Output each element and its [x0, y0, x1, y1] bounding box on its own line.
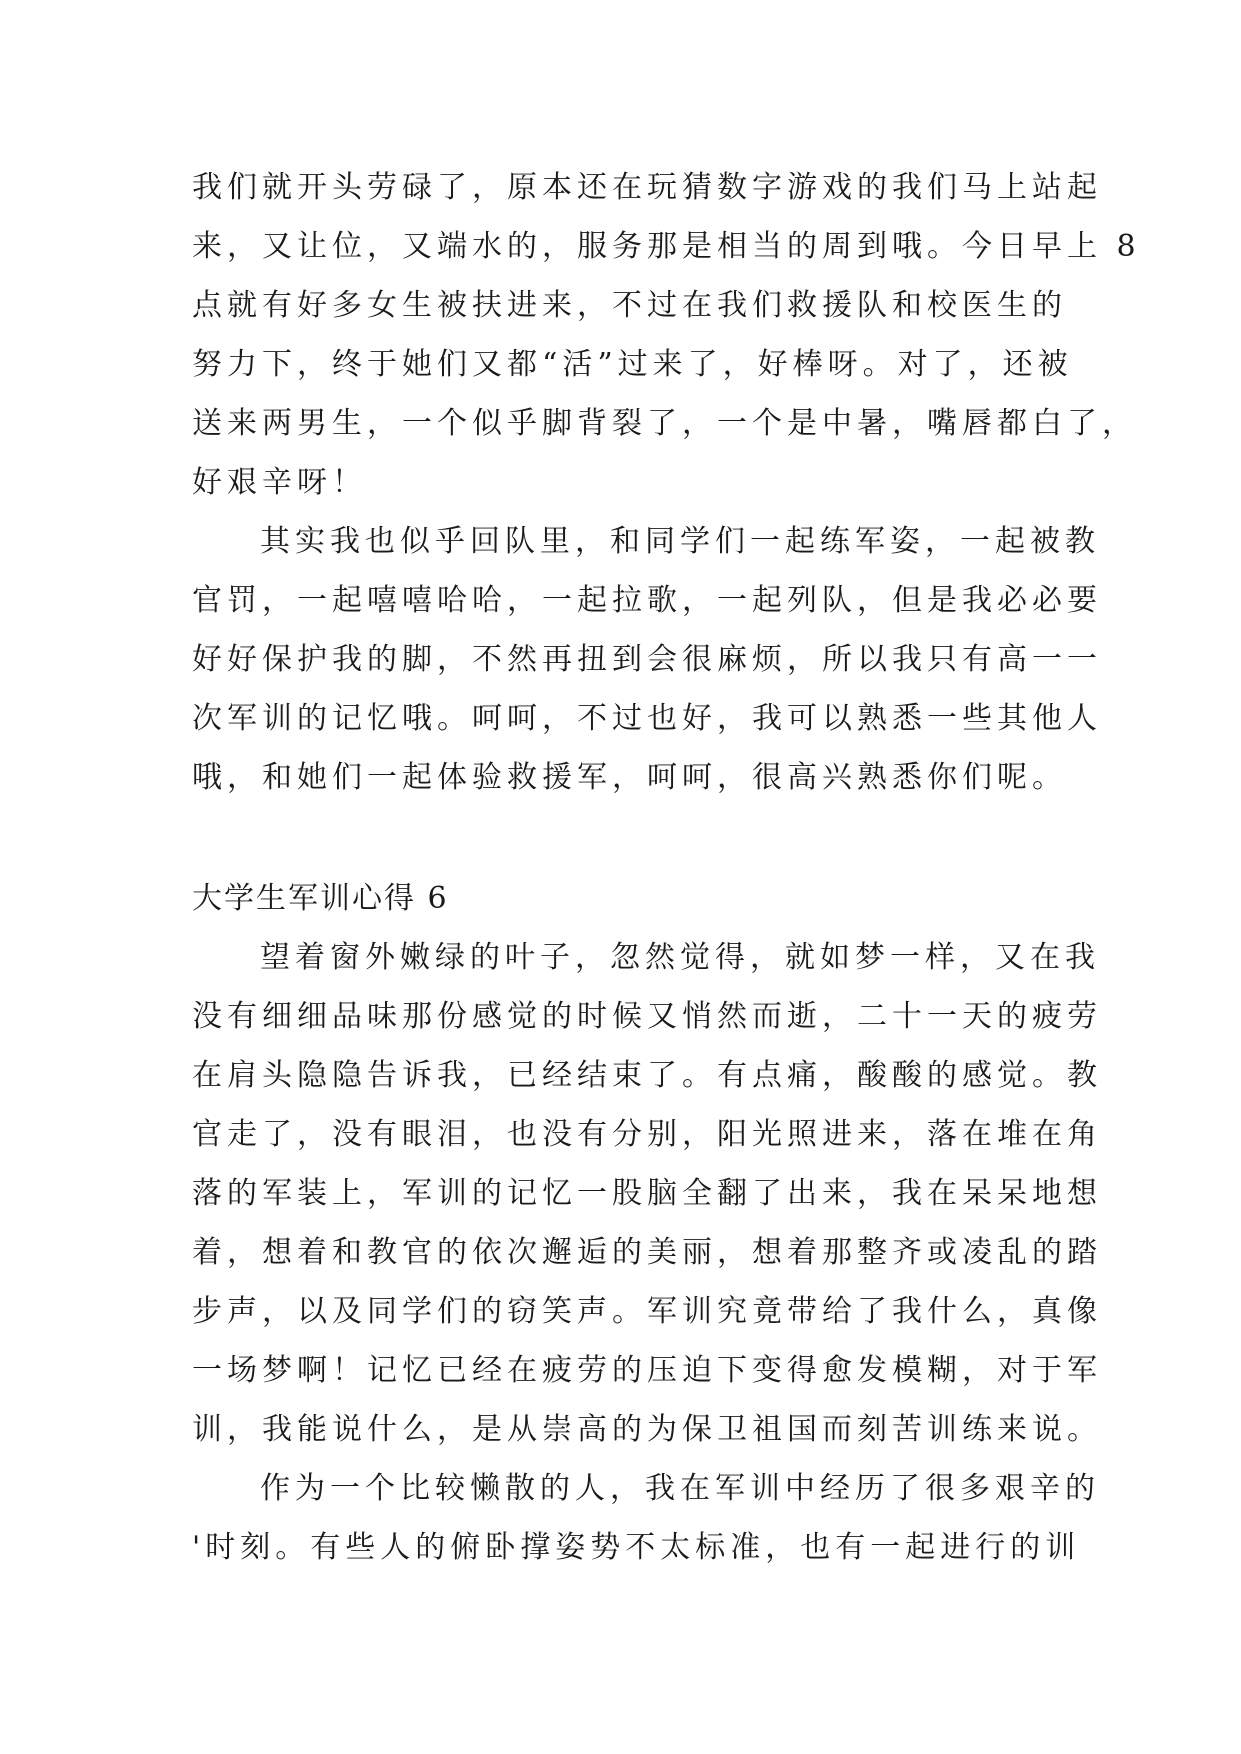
paragraph-line: 我们就开头劳碌了，原本还在玩猜数字游戏的我们马上站起 — [192, 170, 1102, 205]
paragraph-line: '时刻。有些人的俯卧撑姿势不太标准，也有一起进行的训 — [192, 1530, 1081, 1565]
document-page — [192, 158, 1141, 1577]
paragraph-line: 哦，和她们一起体验救援军，呵呵，很高兴熟悉你们呢。 — [192, 760, 1067, 795]
paragraph-line: 次军训的记忆哦。呵呵，不过也好，我可以熟悉一些其他人 — [192, 701, 1102, 736]
paragraph-line: 官罚，一起嘻嘻哈哈，一起拉歌，一起列队，但是我必必要 — [192, 583, 1102, 618]
paragraph-line: 来，又让位，又端水的，服务那是相当的周到哦。今日早上 8 — [192, 229, 1141, 264]
paragraph-line: 好好保护我的脚，不然再扭到会很麻烦，所以我只有高一一 — [192, 642, 1102, 677]
paragraph-2 — [192, 512, 1102, 807]
paragraph-line: 望着窗外嫩绿的叶子，忽然觉得，就如梦一样，又在我 — [260, 940, 1100, 975]
paragraph-line: 在肩头隐隐告诉我，已经结束了。有点痛，酸酸的感觉。教 — [192, 1058, 1102, 1093]
section-title: 大学生军训心得 6 — [192, 881, 449, 916]
paragraph-line: 步声，以及同学们的窃笑声。军训究竟带给了我什么，真像 — [192, 1294, 1102, 1329]
paragraph-line: 好艰辛呀！ — [192, 465, 367, 500]
paragraph-line: 努力下，终于她们又都“活”过来了，好棒呀。对了，还被 — [192, 347, 1073, 382]
paragraph-line: 其实我也似乎回队里，和同学们一起练军姿，一起被教 — [260, 524, 1100, 559]
paragraph-1 — [192, 158, 1141, 512]
paragraph-line: 一场梦啊！记忆已经在疲劳的压迫下变得愈发模糊，对于军 — [192, 1353, 1102, 1388]
paragraph-line: 没有细细品味那份感觉的时候又悄然而逝，二十一天的疲劳 — [192, 999, 1102, 1034]
paragraph-line: 作为一个比较懒散的人，我在军训中经历了很多艰辛的 — [260, 1471, 1100, 1506]
paragraph-line: 落的军装上，军训的记忆一股脑全翻了出来，我在呆呆地想 — [192, 1176, 1102, 1211]
paragraph-line: 训，我能说什么，是从崇高的为保卫祖国而刻苦训练来说。 — [192, 1412, 1102, 1447]
paragraph-3 — [192, 928, 1102, 1459]
paragraph-4 — [192, 1459, 1100, 1577]
paragraph-line: 官走了，没有眼泪，也没有分别，阳光照进来，落在堆在角 — [192, 1117, 1102, 1152]
paragraph-line: 着，想着和教官的依次邂逅的美丽，想着那整齐或凌乱的踏 — [192, 1235, 1102, 1270]
paragraph-line: 点就有好多女生被扶进来，不过在我们救援队和校医生的 — [192, 288, 1067, 323]
paragraph-line: 送来两男生，一个似乎脚背裂了，一个是中暑，嘴唇都白了， — [192, 406, 1137, 441]
section-gap — [192, 807, 1054, 869]
